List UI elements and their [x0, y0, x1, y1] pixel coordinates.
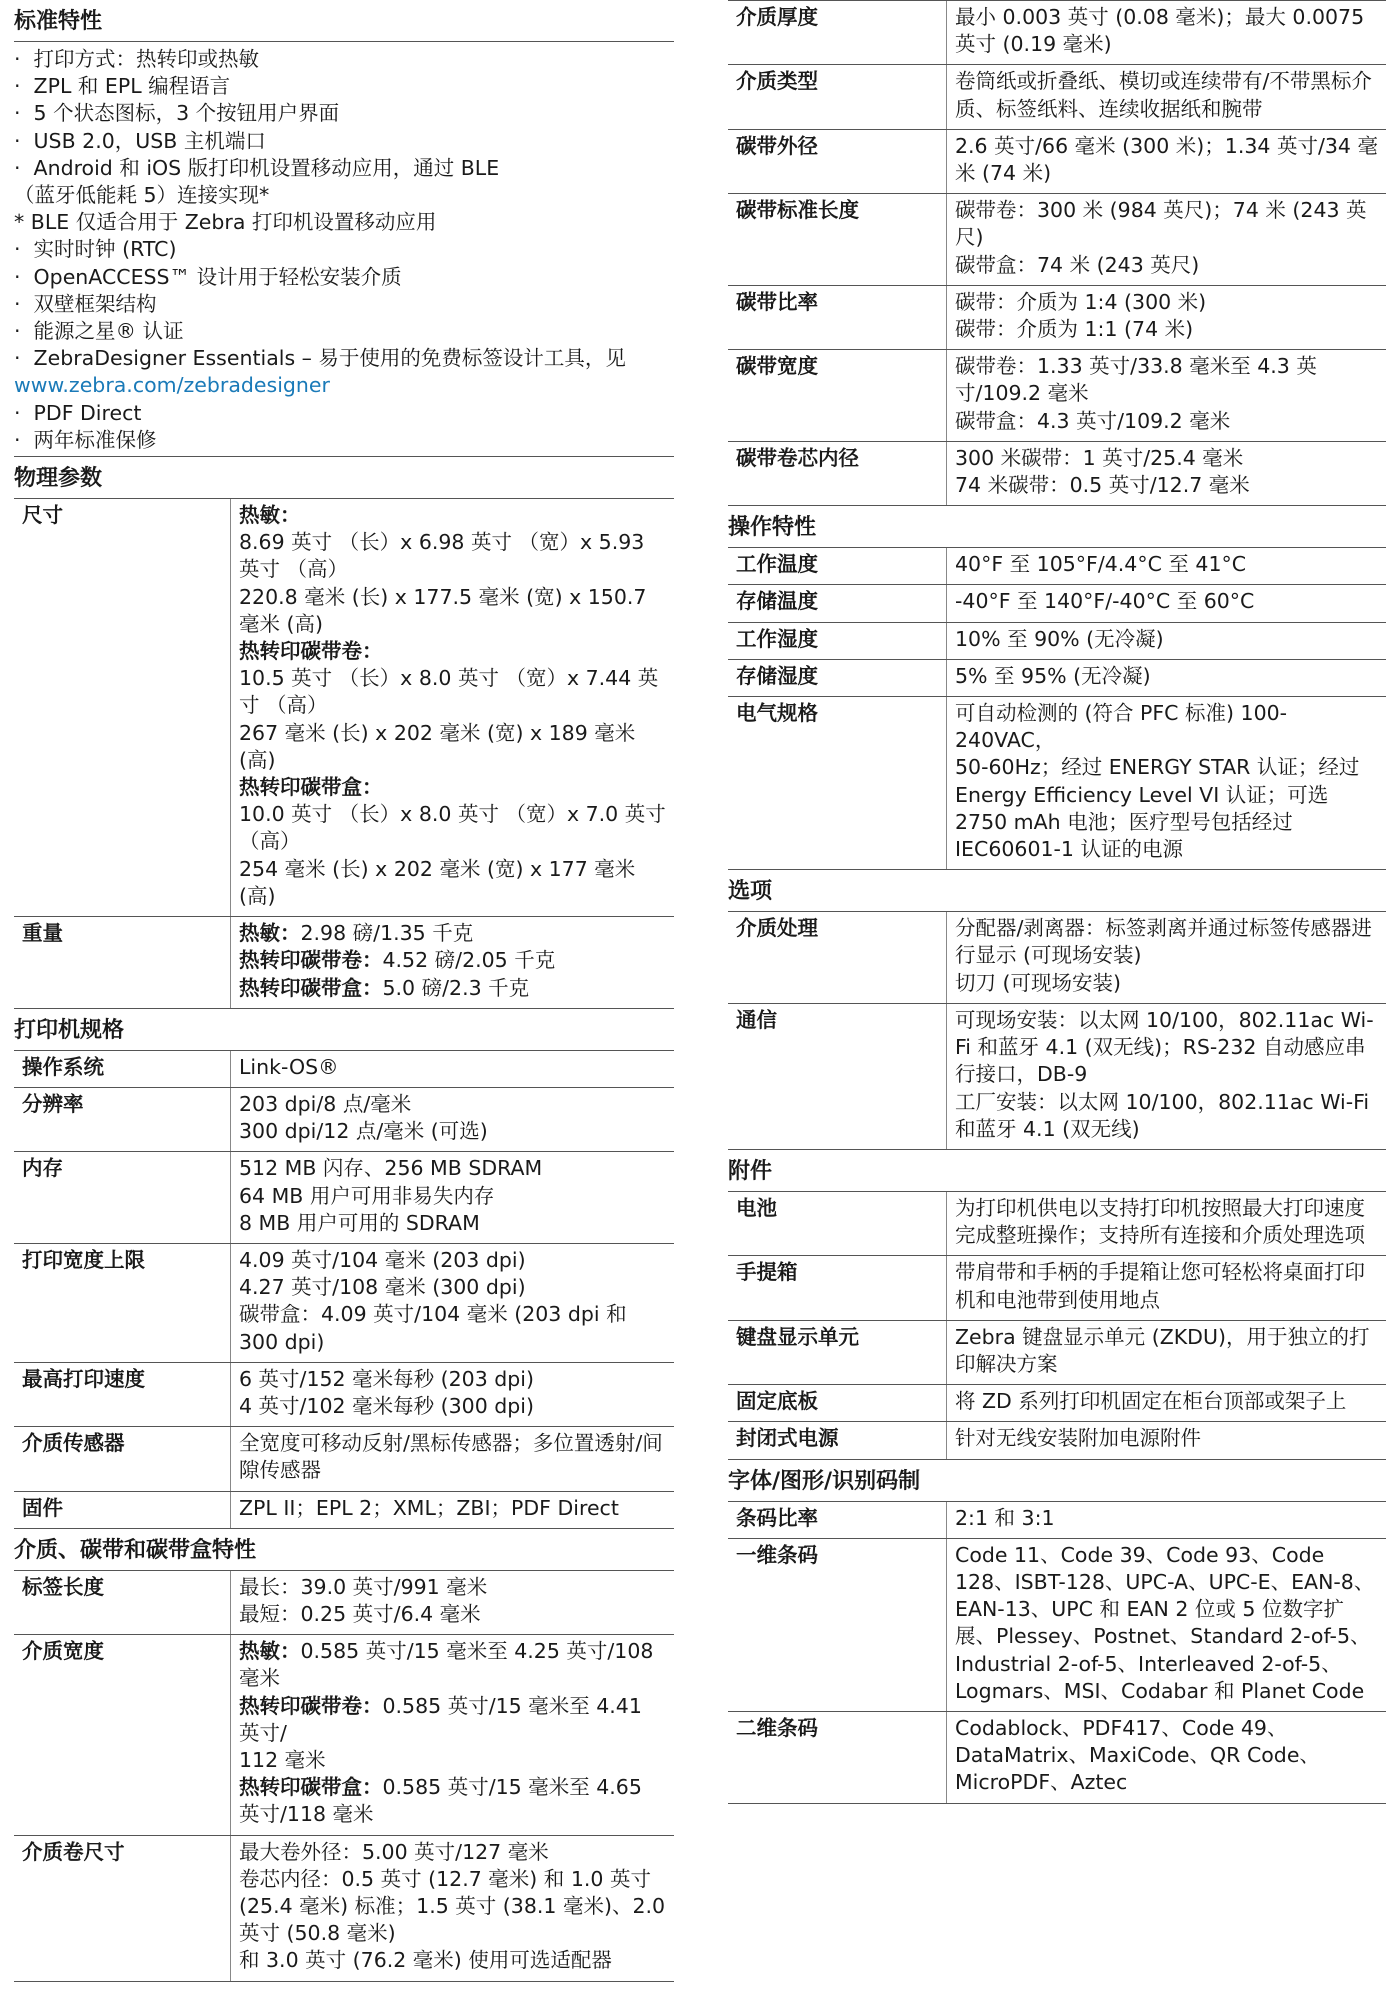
spec-line-label: 热转印碳带卷：: [239, 639, 383, 664]
spec-line-text: 254 毫米 (长) x 202 毫米 (宽) x 177 毫米 (高): [239, 856, 636, 908]
spec-line: [239, 1866, 666, 1948]
spec-line-text: 碳带盒：4.09 英寸/104 毫米 (203 dpi 和 300 dpi): [239, 1302, 627, 1354]
feature-bullet: · 能源之星® 认证: [14, 319, 184, 344]
spec-label: 内存: [14, 1152, 231, 1243]
spec-line-label: 热转印碳带卷：: [239, 1693, 383, 1718]
spec-row: [728, 194, 1386, 286]
spec-line: [239, 584, 666, 638]
spec-row: [728, 1502, 1386, 1539]
spec-line-text: 切刀 (可现场安装): [955, 970, 1122, 995]
spec-line-text: Zebra 键盘显示单元 (ZKDU)，用于独立的打印解决方案: [955, 1324, 1370, 1376]
spec-line: [239, 638, 666, 665]
spec-value: [947, 585, 1386, 621]
spec-line-text: 可自动检测的 (符合 PFC 标准) 100-240VAC，: [955, 701, 1288, 753]
spec-row: [728, 1, 1386, 65]
spec-line: [239, 502, 666, 529]
feature-bullet: · OpenACCESS™ 设计用于轻松安装介质: [14, 264, 402, 289]
spec-label: 碳带卷芯内径: [728, 442, 947, 505]
spec-line-text: 4.27 英寸/108 毫米 (300 dpi): [239, 1275, 526, 1300]
spec-label: 键盘显示单元: [728, 1321, 947, 1384]
spec-row: [728, 1712, 1386, 1804]
spec-line-text: Codablock、PDF417、Code 49、DataMatrix、MaxiCode、QR Code、MicroPDF、Aztec: [955, 1715, 1320, 1795]
feature-bullet: · PDF Direct: [14, 400, 142, 425]
spec-label: 介质厚度: [728, 1, 947, 64]
spec-line: [955, 663, 1378, 690]
feature-bullet: * BLE 仅适合用于 Zebra 打印机设置移动应用: [14, 210, 437, 235]
spec-row: [14, 917, 674, 1009]
spec-row: [728, 65, 1386, 129]
spec-label: 二维条码: [728, 1712, 947, 1803]
zebradesigner-link[interactable]: www.zebra.com/zebradesigner: [14, 373, 330, 398]
spec-row: [728, 1422, 1386, 1459]
spec-row: [14, 1571, 674, 1635]
spec-line: [955, 1195, 1378, 1249]
spec-line-text: 分配器/剥离器：标签剥离并通过标签传感器进行显示 (可现场安装): [955, 916, 1372, 968]
spec-line-text: 4.09 英寸/104 毫米 (203 dpi): [239, 1247, 526, 1272]
spec-line-text: 4 英寸/102 毫米每秒 (300 dpi): [239, 1393, 534, 1418]
spec-line-text: 0.585 英寸/15 毫米至 4.25 英寸/108 毫米: [239, 1639, 654, 1691]
spec-line-text: 卷筒纸或折叠纸、模切或连续带有/不带黑标介质、标签纸料、连续收据纸和腕带: [955, 69, 1372, 121]
spec-line: [955, 197, 1378, 251]
spec-line: [955, 1259, 1378, 1313]
standard-features-list: [14, 42, 674, 457]
section-title-operating: 操作特性: [728, 508, 1386, 548]
spec-line-text: 碳带：介质为 1:4 (300 米): [955, 289, 1207, 314]
spec-label: 固件: [14, 1492, 231, 1528]
spec-line-text: 6 英寸/152 毫米每秒 (203 dpi): [239, 1366, 534, 1391]
spec-value: [947, 623, 1386, 659]
feature-bullet: · 5 个状态图标，3 个按钮用户界面: [14, 101, 340, 126]
left-column: [14, 0, 674, 1982]
spec-line: [239, 774, 666, 801]
feature-bullet: · 打印方式：热转印或热敏: [14, 47, 260, 71]
spec-line: [955, 754, 1378, 863]
spec-row: [728, 1256, 1386, 1320]
spec-line-text: 267 毫米 (长) x 202 毫米 (宽) x 189 毫米 (高): [239, 720, 636, 772]
section-title-media: 介质、碳带和碳带盒特性: [14, 1531, 674, 1571]
spec-value: [231, 1571, 674, 1634]
spec-line: [239, 1393, 666, 1420]
spec-line-label: 热敏：: [239, 503, 301, 528]
spec-label: 一维条码: [728, 1539, 947, 1711]
spec-line-text: 4.52 磅/2.05 千克: [382, 948, 556, 973]
spec-line: [239, 1638, 666, 1692]
physical-table: [14, 499, 674, 1009]
options-table: [728, 912, 1386, 1150]
spec-line-text: 为打印机供电以支持打印机按照最大打印速度完成整班操作；支持所有连接和介质处理选项: [955, 1195, 1365, 1248]
spec-line-text: 最大卷外径：5.00 英寸/127 毫米: [239, 1839, 549, 1864]
feature-bullet: · 实时时钟 (RTC): [14, 237, 177, 262]
spec-row: [14, 499, 674, 917]
section-title-physical: 物理参数: [14, 459, 674, 499]
spec-row: [728, 1004, 1386, 1150]
spec-row: [728, 1385, 1386, 1422]
spec-line-text: 最长：39.0 英寸/991 毫米: [239, 1574, 488, 1599]
spec-label: 工作温度: [728, 548, 947, 584]
spec-value: [947, 1004, 1386, 1149]
spec-value: [947, 1712, 1386, 1803]
spec-line-text: 将 ZD 系列打印机固定在柜台顶部或架子上: [955, 1389, 1347, 1414]
spec-line: [239, 529, 666, 583]
spec-row: [14, 1152, 674, 1244]
spec-label: 分辨率: [14, 1088, 231, 1151]
media-table-cont: [728, 0, 1386, 506]
spec-line: [955, 316, 1378, 343]
spec-line: [239, 1054, 666, 1081]
media-table: [14, 1571, 674, 1982]
spec-label: 介质宽度: [14, 1635, 231, 1834]
spec-row: [728, 442, 1386, 506]
spec-value: [231, 1152, 674, 1243]
feature-bullet: · ZebraDesigner Essentials – 易于使用的免费标签设计工具，见: [14, 346, 626, 371]
spec-line-text: 最短：0.25 英寸/6.4 毫米: [239, 1601, 481, 1626]
spec-value: [947, 1539, 1386, 1711]
spec-line-text: 10.0 英寸 （长）x 8.0 英寸 （宽）x 7.0 英寸 （高）: [239, 802, 666, 854]
spec-line: [239, 1430, 666, 1484]
spec-row: [728, 912, 1386, 1004]
spec-value: [947, 660, 1386, 696]
spec-line: [955, 1388, 1378, 1415]
spec-line-text: 碳带：介质为 1:1 (74 米): [955, 317, 1194, 342]
spec-line: [955, 1715, 1378, 1797]
spec-label: 条码比率: [728, 1502, 947, 1538]
spec-row: [728, 350, 1386, 442]
feature-bullet: · 两年标准保修: [14, 427, 157, 452]
spec-value: [947, 350, 1386, 441]
spec-line: [239, 1574, 666, 1601]
feature-bullet: · USB 2.0，USB 主机端口: [14, 128, 266, 153]
spec-line: [239, 1774, 666, 1828]
spec-row: [14, 1244, 674, 1363]
spec-label: 操作系统: [14, 1051, 231, 1087]
spec-line: [955, 970, 1378, 997]
spec-value: [947, 548, 1386, 584]
feature-bullet: （蓝牙低能耗 5）连接实现*: [14, 183, 270, 208]
spec-label: 重量: [14, 917, 231, 1008]
spec-line: [955, 626, 1378, 653]
spec-value: [947, 1385, 1386, 1421]
section-title-fonts: 字体/图形/识别码制: [728, 1462, 1386, 1502]
spec-value: [231, 1427, 674, 1490]
spec-line-text: 74 米碳带：0.5 英寸/12.7 毫米: [955, 473, 1250, 498]
spec-value: [947, 1321, 1386, 1384]
spec-value: [947, 286, 1386, 349]
spec-line-text: 8 MB 用户可用的 SDRAM: [239, 1210, 480, 1235]
spec-line: [955, 915, 1378, 969]
spec-value: [231, 1363, 674, 1426]
spec-line-text: 10% 至 90% (无冷凝): [955, 626, 1164, 651]
spec-line-text: 112 毫米: [239, 1747, 326, 1772]
spec-row: [14, 1492, 674, 1529]
spec-row: [14, 1635, 674, 1835]
spec-label: 封闭式电源: [728, 1422, 947, 1458]
spec-line: [239, 1091, 666, 1118]
spec-line-text: ZPL II；EPL 2；XML；ZBI；PDF Direct: [239, 1495, 619, 1520]
spec-label: 碳带比率: [728, 286, 947, 349]
spec-line: [955, 472, 1378, 499]
spec-value: [231, 1088, 674, 1151]
spec-label: 碳带外径: [728, 130, 947, 193]
spec-line-text: 针对无线安装附加电源附件: [955, 1426, 1201, 1451]
spec-line: [239, 1747, 666, 1774]
spec-line-text: 64 MB 用户可用非易失内存: [239, 1183, 495, 1208]
spec-label: 介质卷尺寸: [14, 1836, 231, 1981]
spec-line-text: 和 3.0 英寸 (76.2 毫米) 使用可选适配器: [239, 1948, 612, 1973]
spec-row: [728, 1192, 1386, 1256]
spec-row: [14, 1427, 674, 1491]
spec-row: [728, 286, 1386, 350]
spec-label: 介质处理: [728, 912, 947, 1003]
spec-line: [239, 1274, 666, 1301]
spec-line-text: 卷芯内径：0.5 英寸 (12.7 毫米) 和 1.0 英寸 (25.4 毫米) 标准；1.5 英寸 (38.1 毫米)、2.0 英寸 (50.8 毫米): [239, 1866, 666, 1946]
spec-line: [955, 133, 1378, 187]
spec-label: 最高打印速度: [14, 1363, 231, 1426]
spec-line-text: 0.585 英寸/15 毫米至 4.41 英寸/: [239, 1693, 642, 1745]
spec-line: [955, 408, 1378, 435]
spec-label: 碳带宽度: [728, 350, 947, 441]
spec-label: 介质类型: [728, 65, 947, 128]
spec-value: [947, 65, 1386, 128]
spec-label: 存储温度: [728, 585, 947, 621]
spec-line: [955, 1324, 1378, 1378]
spec-line-text: 2.98 磅/1.35 千克: [300, 921, 474, 946]
spec-line: [239, 947, 666, 974]
spec-value: [947, 1422, 1386, 1458]
spec-row: [728, 585, 1386, 622]
spec-value: [947, 442, 1386, 505]
section-title-options: 选项: [728, 872, 1386, 912]
spec-line-label: 热敏：: [239, 921, 301, 946]
spec-value: [947, 1256, 1386, 1319]
spec-line: [239, 665, 666, 719]
spec-label: 介质传感器: [14, 1427, 231, 1490]
section-title-standard: 标准特性: [14, 2, 674, 42]
spec-line-label: 热转印碳带盒：: [239, 1775, 383, 1800]
spec-line-text: 5% 至 95% (无冷凝): [955, 663, 1151, 688]
spec-line: [239, 1495, 666, 1522]
spec-value: [231, 1836, 674, 1981]
printer-table: [14, 1051, 674, 1529]
spec-line-text: 0.585 英寸/15 毫米至 4.65 英寸/118 毫米: [239, 1775, 642, 1827]
spec-row: [728, 660, 1386, 697]
spec-line: [239, 1247, 666, 1274]
spec-row: [14, 1088, 674, 1152]
spec-line-text: 2.6 英寸/66 毫米 (300 米)；1.34 英寸/34 毫米 (74 米): [955, 133, 1378, 186]
spec-line: [239, 1301, 666, 1355]
spec-label: 电池: [728, 1192, 947, 1255]
spec-value: [231, 1051, 674, 1087]
spec-line-text: 512 MB 闪存、256 MB SDRAM: [239, 1156, 543, 1181]
spec-value: [947, 1502, 1386, 1538]
spec-line-text: 最小 0.003 英寸 (0.08 毫米)；最大 0.0075 英寸 (0.19 毫米): [955, 5, 1365, 57]
spec-line-text: 全宽度可移动反射/黑标传感器；多位置透射/间隙传感器: [239, 1431, 663, 1483]
spec-value: [231, 1635, 674, 1834]
spec-line: [239, 1155, 666, 1182]
spec-value: [231, 917, 674, 1008]
spec-line: [239, 1839, 666, 1866]
accessories-table: [728, 1192, 1386, 1460]
spec-row: [14, 1051, 674, 1088]
spec-line: [955, 1505, 1378, 1532]
feature-bullet: · Android 和 iOS 版打印机设置移动应用，通过 BLE: [14, 155, 500, 180]
spec-line: [239, 856, 666, 910]
operating-table: [728, 548, 1386, 870]
spec-label: 通信: [728, 1004, 947, 1149]
spec-value: [947, 194, 1386, 285]
spec-line-text: -40°F 至 140°F/-40°C 至 60°C: [955, 589, 1255, 614]
spec-line: [955, 700, 1378, 754]
spec-line: [955, 1425, 1378, 1452]
spec-value: [947, 1192, 1386, 1255]
spec-line-text: 220.8 毫米 (长) x 177.5 毫米 (宽) x 150.7 毫米 (高): [239, 584, 647, 636]
spec-line: [955, 289, 1378, 316]
spec-line: [955, 551, 1378, 578]
spec-line-text: 碳带盒：4.3 英寸/109.2 毫米: [955, 408, 1231, 433]
spec-line-text: 8.69 英寸 （长）x 6.98 英寸 （宽）x 5.93 英寸 （高）: [239, 530, 645, 582]
spec-line-text: 碳带盒：74 米 (243 英尺): [955, 252, 1200, 277]
spec-line: [239, 1601, 666, 1628]
spec-row: [728, 130, 1386, 194]
spec-line: [955, 4, 1378, 58]
spec-line: [239, 1947, 666, 1974]
spec-line-label: 热转印碳带盒：: [239, 775, 383, 800]
spec-line: [955, 68, 1378, 122]
spec-line: [239, 920, 666, 947]
section-title-printer: 打印机规格: [14, 1011, 674, 1051]
spec-line: [955, 588, 1378, 615]
spec-line: [955, 1542, 1378, 1705]
spec-line-text: 碳带卷：300 米 (984 英尺)；74 米 (243 英尺): [955, 198, 1367, 250]
spec-line-text: 40°F 至 105°F/4.4°C 至 41°C: [955, 552, 1247, 577]
spec-row: [728, 623, 1386, 660]
spec-line-label: 热敏：: [239, 1639, 301, 1664]
spec-line: [239, 801, 666, 855]
spec-line: [955, 252, 1378, 279]
spec-value: [947, 130, 1386, 193]
spec-line: [239, 1210, 666, 1237]
spec-line-label: 热转印碳带盒：: [239, 975, 383, 1000]
spec-line: [239, 1693, 666, 1747]
spec-line-text: Link-OS®: [239, 1054, 339, 1079]
feature-bullet: · ZPL 和 EPL 编程语言: [14, 74, 231, 99]
spec-label: 尺寸: [14, 499, 231, 916]
spec-line: [239, 720, 666, 774]
spec-label: 标签长度: [14, 1571, 231, 1634]
spec-label: 工作湿度: [728, 623, 947, 659]
spec-line-text: 2:1 和 3:1: [955, 1505, 1055, 1530]
spec-line: [239, 1118, 666, 1145]
section-title-accessories: 附件: [728, 1152, 1386, 1192]
spec-label: 固定底板: [728, 1385, 947, 1421]
spec-line: [239, 975, 666, 1002]
spec-line-text: 50-60Hz；经过 ENERGY STAR 认证；经过 Energy Efficiency Level VI 认证；可选 2750 mAh 电池；医疗型号包括经过 IEC60601-1 认证的电源: [955, 755, 1360, 862]
spec-value: [231, 1492, 674, 1528]
spec-value: [231, 1244, 674, 1362]
spec-label: 存储湿度: [728, 660, 947, 696]
spec-line: [955, 445, 1378, 472]
spec-row: [728, 1539, 1386, 1712]
fonts-table: [728, 1502, 1386, 1804]
spec-line-label: 热转印碳带卷：: [239, 948, 383, 973]
feature-bullet: · 双壁框架结构: [14, 291, 157, 316]
spec-line-text: 碳带卷：1.33 英寸/33.8 毫米至 4.3 英寸/109.2 毫米: [955, 354, 1317, 406]
spec-line-text: 可现场安装：以太网 10/100，802.11ac Wi-Fi 和蓝牙 4.1 (双无线)；RS-232 自动感应串行接口，DB-9: [955, 1007, 1374, 1087]
spec-value: [231, 499, 674, 916]
right-column: [728, 0, 1386, 1804]
spec-row: [14, 1836, 674, 1982]
spec-value: [947, 912, 1386, 1003]
spec-line-text: 工厂安装：以太网 10/100，802.11ac Wi-Fi 和蓝牙 4.1 (双无线): [955, 1089, 1370, 1141]
spec-label: 碳带标准长度: [728, 194, 947, 285]
spec-line: [239, 1366, 666, 1393]
spec-label: 手提箱: [728, 1256, 947, 1319]
spec-line-text: 带肩带和手柄的手提箱让您可轻松将桌面打印机和电池带到使用地点: [955, 1260, 1365, 1312]
spec-line-text: 5.0 磅/2.3 千克: [382, 975, 530, 1000]
spec-line: [955, 1089, 1378, 1143]
spec-row: [14, 1363, 674, 1427]
spec-value: [947, 697, 1386, 869]
spec-row: [728, 697, 1386, 870]
spec-line-text: Code 11、Code 39、Code 93、Code 128、ISBT-128、UPC-A、UPC-E、EAN-8、EAN-13、UPC 和 EAN 2 位或 5 位数字扩展、Plessey、Postnet、Standard 2-of-5、Industrial 2-of-5、Interleaved 2-of-5、Logmars、MSI、Codabar 和 Planet Code: [955, 1542, 1375, 1703]
spec-line: [955, 353, 1378, 407]
spec-line: [239, 1183, 666, 1210]
spec-line-text: 300 dpi/12 点/毫米 (可选): [239, 1119, 488, 1144]
spec-row: [728, 1321, 1386, 1385]
spec-line: [955, 1007, 1378, 1089]
spec-line-text: 300 米碳带：1 英寸/25.4 毫米: [955, 445, 1244, 470]
spec-label: 打印宽度上限: [14, 1244, 231, 1362]
spec-line-text: 203 dpi/8 点/毫米: [239, 1091, 412, 1116]
spec-row: [728, 548, 1386, 585]
spec-line-text: 10.5 英寸 （长）x 8.0 英寸 （宽）x 7.44 英寸 （高）: [239, 666, 659, 718]
spec-label: 电气规格: [728, 697, 947, 869]
spec-value: [947, 1, 1386, 64]
